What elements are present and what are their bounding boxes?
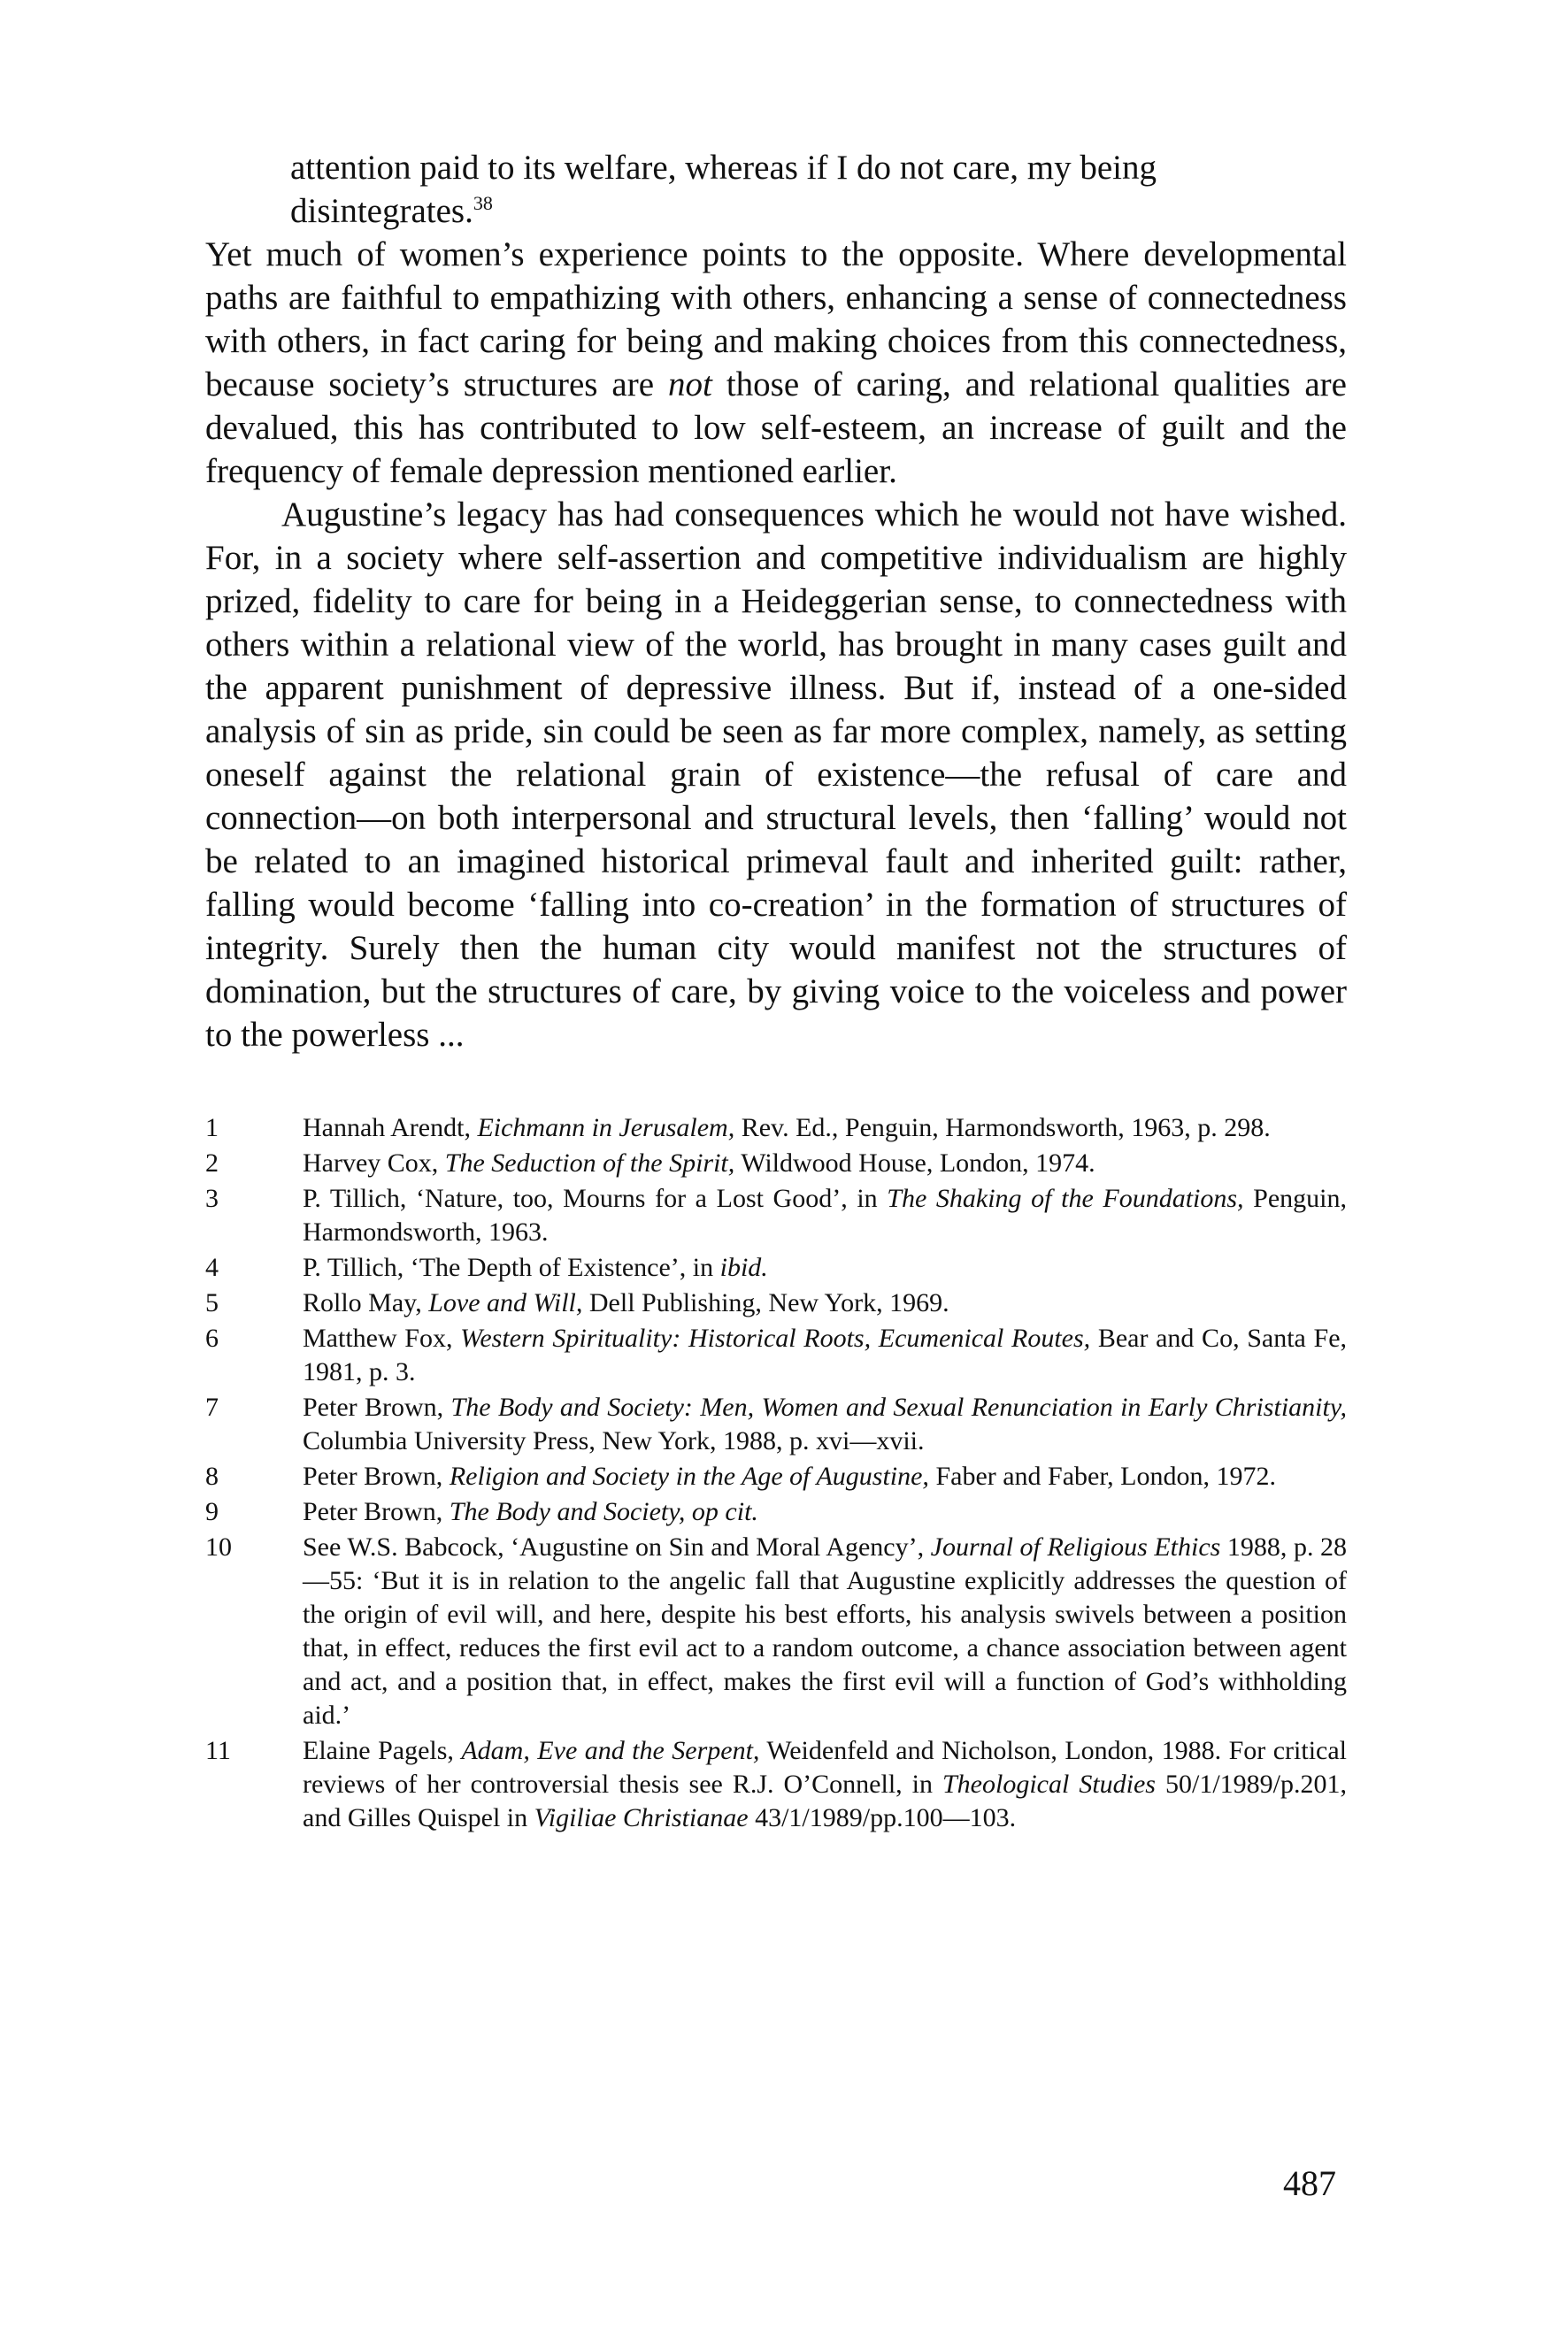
paragraph-1 (205, 233, 1347, 493)
footnote-ref-38: 38 (473, 192, 493, 214)
footnote-title: Religion and Society in the Age of Augustine, (449, 1462, 929, 1491)
footnote-text-part: 50/1/1989/p.201, and Gilles Quispel in (303, 1770, 1347, 1832)
footnote-text-part: Peter Brown, (303, 1462, 450, 1491)
footnote-title: Journal of Religious Ethics (930, 1532, 1221, 1562)
paragraph-1-part-2: those of caring, and relational qualities are devalued, this has contributed to low self-esteem, an increase of guilt and the frequency of female depression mentioned earlier. (205, 365, 1347, 490)
footnote-text-part: 1988, p. 28—55: ‘But it is in relation to the angelic fall that Augustine explicitly addresses the question of the origin of evil will, and here, despite his best efforts, his analysis swivels between a position that, in effect, reduces the first evil act to a random outcome, a chance association between agent and act, and a position that, in effect, makes the first evil will a function of God’s withholding aid.’ (303, 1532, 1348, 1730)
footnote-text (303, 1251, 1347, 1285)
footnote-item (205, 1391, 1347, 1458)
footnote-title: The Seduction of the Spirit, (444, 1148, 735, 1178)
footnote-item (205, 1734, 1347, 1835)
footnote-text-part: Columbia University Press, New York, 1988, p. xvi—xvii. (303, 1426, 925, 1455)
footnote-text (303, 1147, 1347, 1180)
footnote-text-part: Wildwood House, London, 1974. (734, 1148, 1095, 1178)
footnote-text (303, 1286, 1347, 1320)
footnote-item (205, 1251, 1347, 1285)
footnote-number: 3 (205, 1184, 219, 1213)
footnote-item (205, 1182, 1347, 1249)
quote-line-2 (290, 189, 1347, 233)
page-body (205, 146, 1347, 1837)
footnote-text-part: Rev. Ed., Penguin, Harmondsworth, 1963, p. 298. (734, 1113, 1271, 1142)
footnote-text (303, 1391, 1347, 1458)
footnote-item (205, 1286, 1347, 1320)
footnote-number: 9 (205, 1497, 219, 1526)
paragraph-2: Augustine’s legacy has had consequences which he would not have wished. For, in a society where self-assertion and competitive individualism are highly prized, fidelity to care for being in a Heideggerian sense, to connectedness with others within a relational view of the world, has brought in many cases guilt and the apparent punishment of depressive illness. But if, instead of a one-sided analysis of sin as pride, sin could be seen as far more complex, namely, as setting oneself against the relational grain of existence—the refusal of care and connection—on both interpersonal and structural levels, then ‘falling’ would not be related to an imagined historical primeval fault and inherited guilt: rather, falling would become ‘falling into co-creation’ in the formation of structures of integrity. Surely then the human city would manifest not the structures of domination, but the structures of care, by giving voice to the voiceless and power to the powerless ... (205, 495, 1347, 1054)
footnote-text (303, 1460, 1347, 1494)
footnote-text-part: Weidenfeld and Nicholson, London, 1988. For critical reviews of her controversial thesis see R.J. O’Connell, in (303, 1736, 1347, 1799)
footnote-title: Adam, Eve and the Serpent, (461, 1736, 760, 1765)
footnote-number: 6 (205, 1324, 219, 1353)
footnote-text-part: Penguin, Harmondsworth, 1963. (303, 1184, 1347, 1247)
footnote-text-part: 43/1/1989/pp.100—103. (748, 1803, 1017, 1832)
footnote-text-part: Faber and Faber, London, 1972. (928, 1462, 1276, 1491)
footnote-title: Western Spirituality: Historical Roots, Ecumenical Routes, (460, 1324, 1091, 1353)
footnote-text-part: See W.S. Babcock, ‘Augustine on Sin and Moral Agency’, (303, 1532, 931, 1562)
footnote-text (303, 1182, 1347, 1249)
footnote-text-part: Peter Brown, (303, 1497, 450, 1526)
footnote-number: 4 (205, 1253, 219, 1282)
footnote-text-part: Elaine Pagels, (303, 1736, 462, 1765)
footnote-text (303, 1322, 1347, 1389)
footnote-title: Theological Studies (942, 1770, 1156, 1799)
footnote-title: The Body and Society: Men, Women and Sexual Renunciation in Early Christianity, (450, 1393, 1347, 1422)
footnote-text-part: Hannah Arendt, (303, 1113, 478, 1142)
footnote-title: Vigiliae Christianae (534, 1803, 749, 1832)
footnote-number: 2 (205, 1148, 219, 1178)
footnote-title: Love and Will, (428, 1288, 583, 1317)
footnote-title: ibid. (719, 1253, 768, 1282)
page-number: 487 (1283, 2163, 1336, 2203)
footnote-item (205, 1111, 1347, 1145)
footnote-text-part: Matthew Fox, (303, 1324, 461, 1353)
quote-line-1: attention paid to its welfare, whereas if I do not care, my being (290, 149, 1157, 187)
paragraph-1-emphasis: not (668, 365, 712, 403)
footnote-item (205, 1495, 1347, 1529)
footnote-text (303, 1531, 1347, 1732)
footnote-text-part: P. Tillich, ‘The Depth of Existence’, in (303, 1253, 720, 1282)
paragraph-1-part-1: Yet much of women’s experience points to the opposite. Where developmental paths are faithful to empathizing with others, enhancing a sense of connectedness with others, in fact caring for being and making choices from this connectedness, because society’s structures are (205, 235, 1347, 403)
footnote-text-part: Rollo May, (303, 1288, 429, 1317)
block-quote (290, 146, 1347, 233)
footnote-text-part: Peter Brown, (303, 1393, 451, 1422)
footnote-text-part: Bear and Co, Santa Fe, 1981, p. 3. (303, 1324, 1348, 1386)
footnote-text-part: Harvey Cox, (303, 1148, 445, 1178)
footnote-text (303, 1111, 1347, 1145)
footnote-number: 5 (205, 1288, 219, 1317)
footnote-item (205, 1147, 1347, 1180)
footnote-item (205, 1460, 1347, 1494)
footnote-text (303, 1734, 1347, 1835)
footnotes-list (205, 1111, 1347, 1835)
footnote-number: 1 (205, 1113, 219, 1142)
footnote-item (205, 1531, 1347, 1732)
footnote-title: Eichmann in Jerusalem, (477, 1113, 735, 1142)
footnote-text-part: P. Tillich, ‘Nature, too, Mourns for a Lost Good’, in (303, 1184, 888, 1213)
footnote-text-part: Dell Publishing, New York, 1969. (582, 1288, 949, 1317)
footnote-number: 7 (205, 1393, 219, 1422)
footnote-number: 11 (205, 1736, 231, 1765)
footnote-text (303, 1495, 1347, 1529)
quote-line-2-text: disintegrates. (290, 192, 473, 230)
footnote-number: 10 (205, 1532, 232, 1562)
footnote-title: The Body and Society, op cit. (449, 1497, 758, 1526)
footnote-item (205, 1322, 1347, 1389)
footnote-title: The Shaking of the Foundations, (887, 1184, 1244, 1213)
footnote-number: 8 (205, 1462, 219, 1491)
